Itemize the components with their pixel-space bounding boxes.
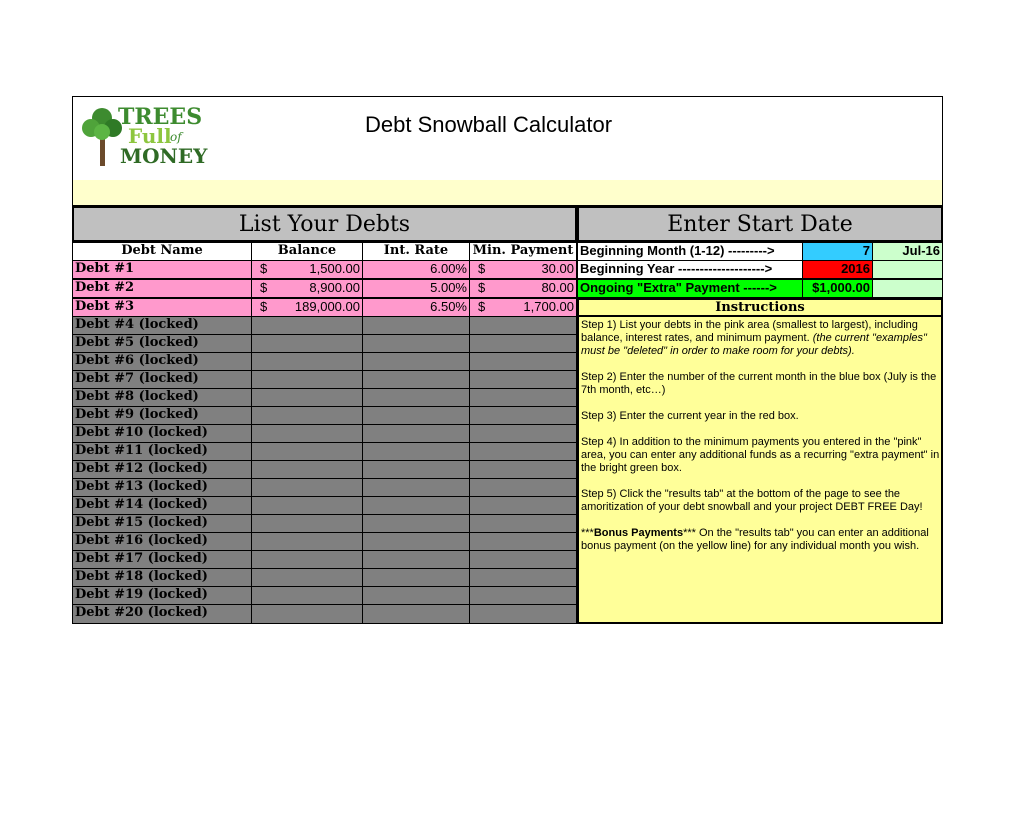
bonus-prefix: *** (581, 527, 594, 539)
locked-debt-cell (251, 424, 363, 443)
locked-debt-name-cell: Debt #8 (locked) (72, 388, 252, 407)
logo (82, 104, 212, 168)
locked-debt-name-cell: Debt #9 (locked) (72, 406, 252, 425)
extra-payment-label: Ongoing "Extra" Payment ------> (577, 279, 803, 298)
locked-debt-name-cell: Debt #6 (locked) (72, 352, 252, 371)
extra-payment-input[interactable] (802, 279, 873, 298)
locked-debt-cell (469, 568, 577, 587)
locked-debt-name-cell: Debt #15 (locked) (72, 514, 252, 533)
beginning-month-label: Beginning Month (1-12) ---------> (577, 242, 803, 261)
beginning-month-input[interactable] (802, 242, 873, 261)
debt-balance-cell[interactable] (251, 260, 363, 279)
rate-value: 6.00% (430, 261, 467, 276)
locked-debt-cell (251, 550, 363, 569)
debt-name-cell[interactable]: Debt #3 (72, 298, 252, 317)
debt-balance-cell[interactable] (251, 279, 363, 298)
locked-debt-name-cell: Debt #7 (locked) (72, 370, 252, 389)
locked-debt-cell (469, 478, 577, 497)
payment-value: 80.00 (541, 280, 574, 295)
locked-debt-cell (469, 532, 577, 551)
locked-debt-cell (469, 604, 577, 624)
instruction-step-1 (581, 319, 941, 358)
locked-debt-name-cell: Debt #12 (locked) (72, 460, 252, 479)
page-title: Debt Snowball Calculator (365, 112, 613, 137)
bonus-text: *** On the "results tab" you can enter an additional bonus payment (on the yellow line) for any individual month you wish. (581, 527, 929, 552)
col-debt-name: Debt Name (72, 242, 252, 261)
month-display-value: Jul-16 (902, 243, 940, 258)
currency-symbol: $ (260, 299, 268, 314)
locked-debt-cell (362, 550, 470, 569)
locked-debt-cell (362, 424, 470, 443)
locked-debt-name-cell: Debt #14 (locked) (72, 496, 252, 515)
locked-debt-cell (251, 586, 363, 605)
locked-debt-cell (251, 478, 363, 497)
debt-name-cell[interactable]: Debt #2 (72, 279, 252, 298)
locked-debt-cell (251, 532, 363, 551)
rate-value: 6.50% (430, 299, 467, 314)
debt-payment-cell[interactable] (469, 260, 577, 279)
month-value: 7 (862, 243, 870, 258)
locked-debt-cell (469, 370, 577, 389)
debt-rate-cell[interactable] (362, 298, 470, 317)
instructions-box (577, 316, 943, 624)
locked-debt-name-cell: Debt #17 (locked) (72, 550, 252, 569)
locked-debt-name-cell: Debt #13 (locked) (72, 478, 252, 497)
locked-debt-cell (469, 388, 577, 407)
locked-debt-cell (251, 334, 363, 353)
locked-debt-cell (362, 460, 470, 479)
locked-debt-cell (362, 496, 470, 515)
beginning-year-input[interactable] (802, 260, 873, 279)
locked-debt-name-cell: Debt #10 (locked) (72, 424, 252, 443)
locked-debt-cell (362, 352, 470, 371)
col-min-payment: Min. Payment (469, 242, 577, 261)
locked-debt-cell (362, 478, 470, 497)
logo-text-money: MONEY (120, 144, 208, 168)
payment-value: 30.00 (541, 261, 574, 276)
start-date-header: Enter Start Date (577, 206, 943, 242)
balance-value: 1,500.00 (309, 261, 360, 276)
locked-debt-cell (362, 442, 470, 461)
instruction-step-4: Step 4) In addition to the minimum payments you entered in the "pink" area, you can enter any additional funds as a recurring "extra payment" in the bright green box. (581, 436, 940, 474)
currency-symbol: $ (260, 261, 268, 276)
tree-icon (82, 104, 122, 168)
bonus-label: Bonus Payments (593, 527, 684, 539)
locked-debt-cell (251, 568, 363, 587)
locked-debt-cell (469, 460, 577, 479)
currency-symbol: $ (478, 299, 486, 314)
col-int-rate: Int. Rate (362, 242, 470, 261)
locked-debt-name-cell: Debt #20 (locked) (72, 604, 252, 624)
locked-debt-name-cell: Debt #5 (locked) (72, 334, 252, 353)
debt-rate-cell[interactable] (362, 279, 470, 298)
locked-debt-cell (469, 550, 577, 569)
locked-debt-name-cell: Debt #11 (locked) (72, 442, 252, 461)
payment-value: 1,700.00 (523, 299, 574, 314)
logo-text-of: of (170, 130, 182, 144)
currency-symbol: $ (478, 261, 486, 276)
year-value: 2016 (841, 261, 870, 276)
locked-debt-cell (362, 370, 470, 389)
locked-debt-cell (362, 316, 470, 335)
extra-empty-cell (872, 279, 943, 298)
step-1-note: (the current "examples" must be "deleted" in order to make room for your debts). (581, 332, 927, 357)
locked-debt-cell (362, 568, 470, 587)
currency-symbol: $ (260, 280, 268, 295)
locked-debt-cell (251, 442, 363, 461)
beginning-year-label: Beginning Year --------------------> (577, 260, 803, 279)
locked-debt-name-cell: Debt #18 (locked) (72, 568, 252, 587)
locked-debt-cell (469, 352, 577, 371)
locked-debt-cell (469, 424, 577, 443)
logo-text-trees: TREES (118, 104, 203, 130)
list-debts-header: List Your Debts (72, 206, 577, 242)
debt-payment-cell[interactable] (469, 279, 577, 298)
instruction-bonus (581, 527, 941, 553)
locked-debt-cell (469, 586, 577, 605)
step-1-text: Step 1) List your debts in the pink area (smallest to largest), including balance, interest rates, and minimum payment. (581, 319, 918, 344)
locked-debt-cell (469, 442, 577, 461)
debt-name-cell[interactable]: Debt #1 (72, 260, 252, 279)
instructions-title: Instructions (577, 298, 943, 317)
locked-debt-cell (469, 496, 577, 515)
locked-debt-cell (251, 496, 363, 515)
locked-debt-cell (362, 532, 470, 551)
locked-debt-cell (251, 316, 363, 335)
beginning-month-display (872, 242, 943, 261)
extra-value: $1,000.00 (812, 280, 870, 295)
instruction-step-3: Step 3) Enter the current year in the red box. (581, 410, 799, 422)
locked-debt-name-cell: Debt #16 (locked) (72, 532, 252, 551)
locked-debt-cell (362, 406, 470, 425)
locked-debt-cell (362, 604, 470, 624)
debt-rate-cell[interactable] (362, 260, 470, 279)
locked-debt-cell (251, 370, 363, 389)
locked-debt-cell (251, 460, 363, 479)
locked-debt-cell (251, 406, 363, 425)
balance-value: 189,000.00 (294, 299, 360, 314)
balance-value: 8,900.00 (309, 280, 360, 295)
locked-debt-cell (251, 352, 363, 371)
col-balance: Balance (251, 242, 363, 261)
instruction-step-5: Step 5) Click the "results tab" at the bottom of the page to see the amoritization of your debt snowball and your project DEBT FREE Day! (581, 488, 923, 513)
year-empty-cell (872, 260, 943, 279)
rate-value: 5.00% (430, 280, 467, 295)
debt-payment-cell[interactable] (469, 298, 577, 317)
locked-debt-cell (469, 406, 577, 425)
locked-debt-name-cell: Debt #4 (locked) (72, 316, 252, 335)
yellow-band (72, 180, 943, 206)
currency-symbol: $ (478, 280, 486, 295)
locked-debt-cell (362, 388, 470, 407)
locked-debt-cell (469, 316, 577, 335)
locked-debt-name-cell: Debt #19 (locked) (72, 586, 252, 605)
locked-debt-cell (251, 604, 363, 624)
instruction-step-2: Step 2) Enter the number of the current month in the blue box (July is the 7th month, etc…) (581, 371, 937, 396)
locked-debt-cell (362, 586, 470, 605)
logo-text-full: Full (128, 124, 172, 148)
locked-debt-cell (251, 514, 363, 533)
debt-balance-cell[interactable] (251, 298, 363, 317)
locked-debt-cell (251, 388, 363, 407)
locked-debt-cell (469, 334, 577, 353)
locked-debt-cell (469, 514, 577, 533)
locked-debt-cell (362, 514, 470, 533)
locked-debt-cell (362, 334, 470, 353)
